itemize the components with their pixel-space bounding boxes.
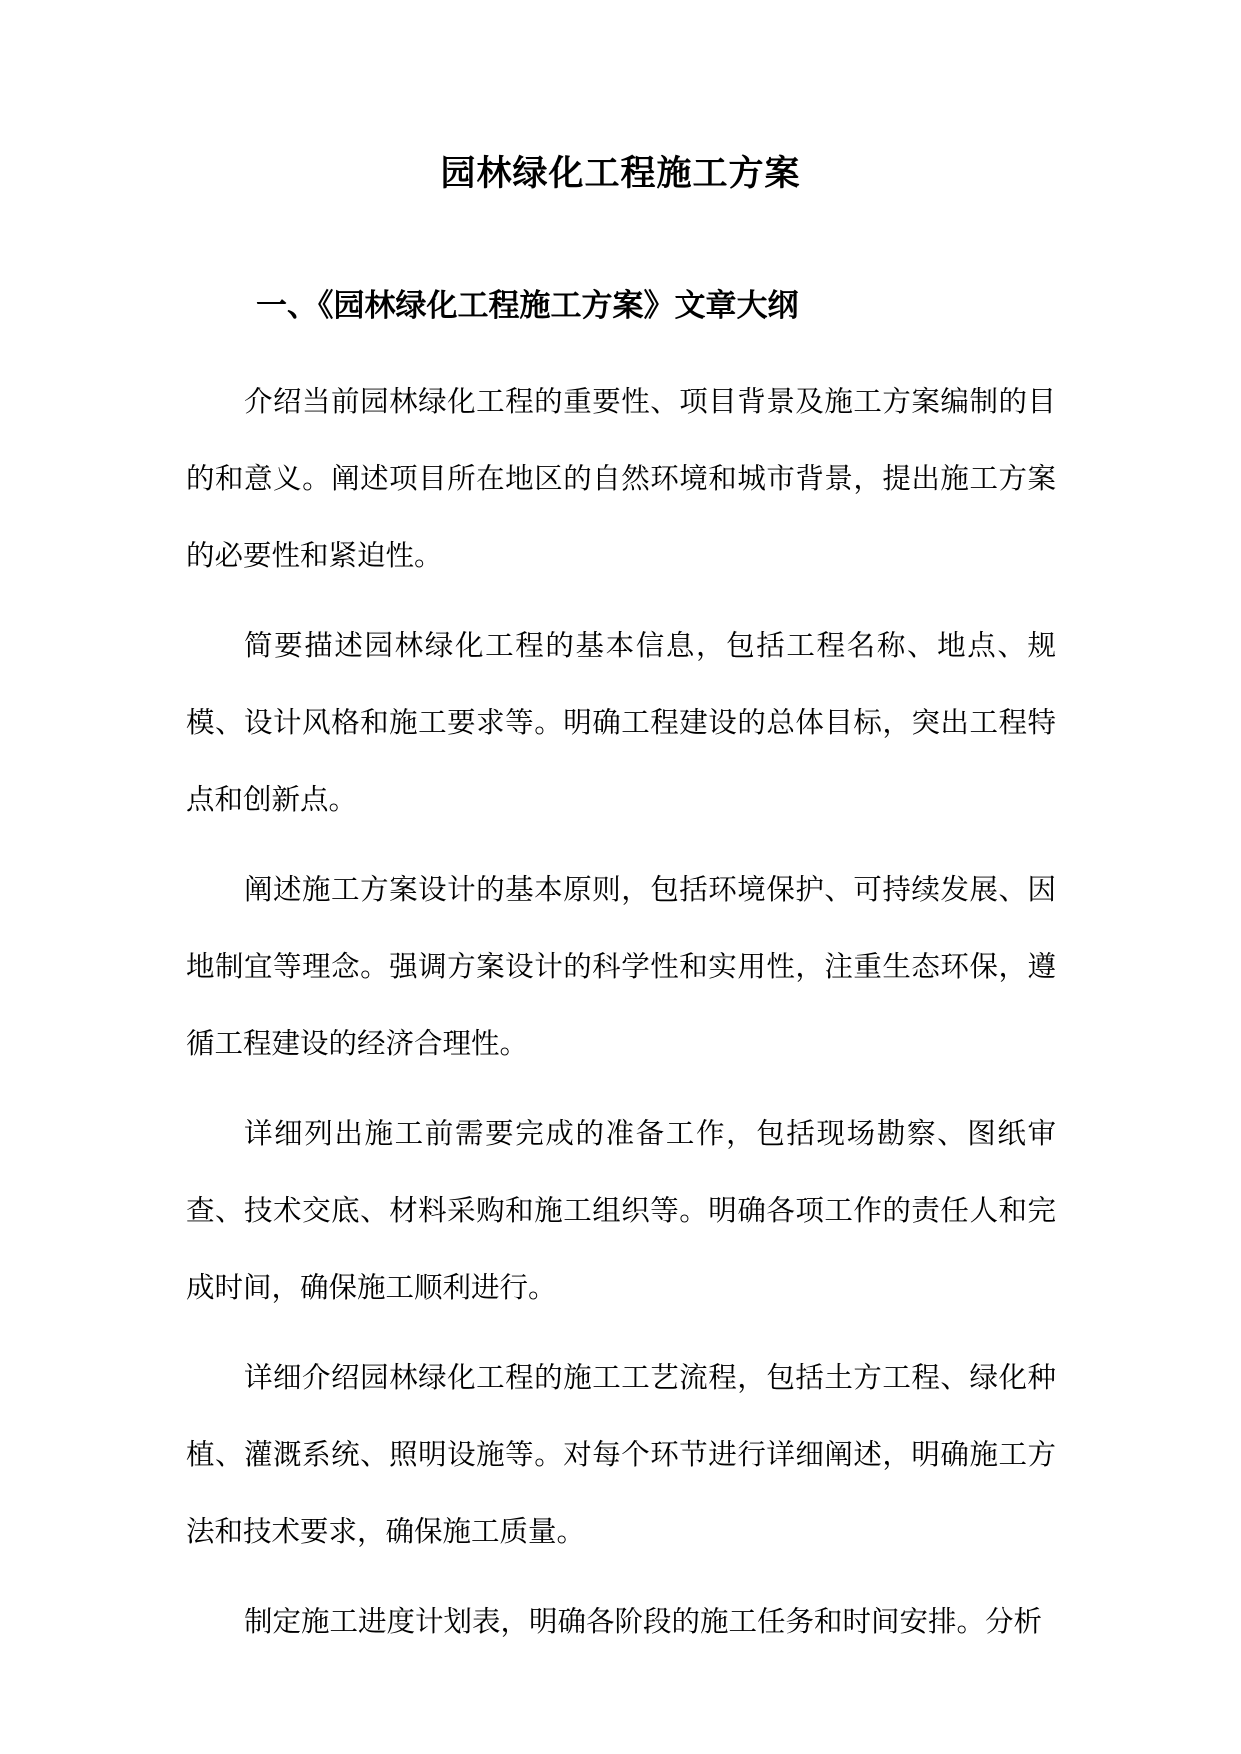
paragraph-1: 介绍当前园林绿化工程的重要性、项目背景及施工方案编制的目的和意义。阐述项目所在地区的自然环境和城市背景，提出施工方案的必要性和紧迫性。 xyxy=(186,385,1056,572)
section-heading: 一、《园林绿化工程施工方案》文章大纲 xyxy=(256,288,799,324)
paragraph-2: 简要描述园林绿化工程的基本信息，包括工程名称、地点、规模、设计风格和施工要求等。明确工程建设的总体目标，突出工程特点和创新点。 xyxy=(186,629,1056,816)
paragraph-5: 详细介绍园林绿化工程的施工工艺流程，包括土方工程、绿化种植、灌溉系统、照明设施等。对每个环节进行详细阐述，明确施工方法和技术要求，确保施工质量。 xyxy=(186,1361,1056,1548)
document-body xyxy=(186,363,1056,1673)
paragraph-3: 阐述施工方案设计的基本原则，包括环境保护、可持续发展、因地制宜等理念。强调方案设计的科学性和实用性，注重生态环保，遵循工程建设的经济合理性。 xyxy=(186,873,1056,1060)
paragraph-4: 详细列出施工前需要完成的准备工作，包括现场勘察、图纸审查、技术交底、材料采购和施工组织等。明确各项工作的责任人和完成时间，确保施工顺利进行。 xyxy=(186,1117,1056,1304)
document-title: 园林绿化工程施工方案 xyxy=(440,153,801,194)
paragraph-6: 制定施工进度计划表，明确各阶段的施工任务和时间安排。分析 xyxy=(244,1605,1043,1638)
